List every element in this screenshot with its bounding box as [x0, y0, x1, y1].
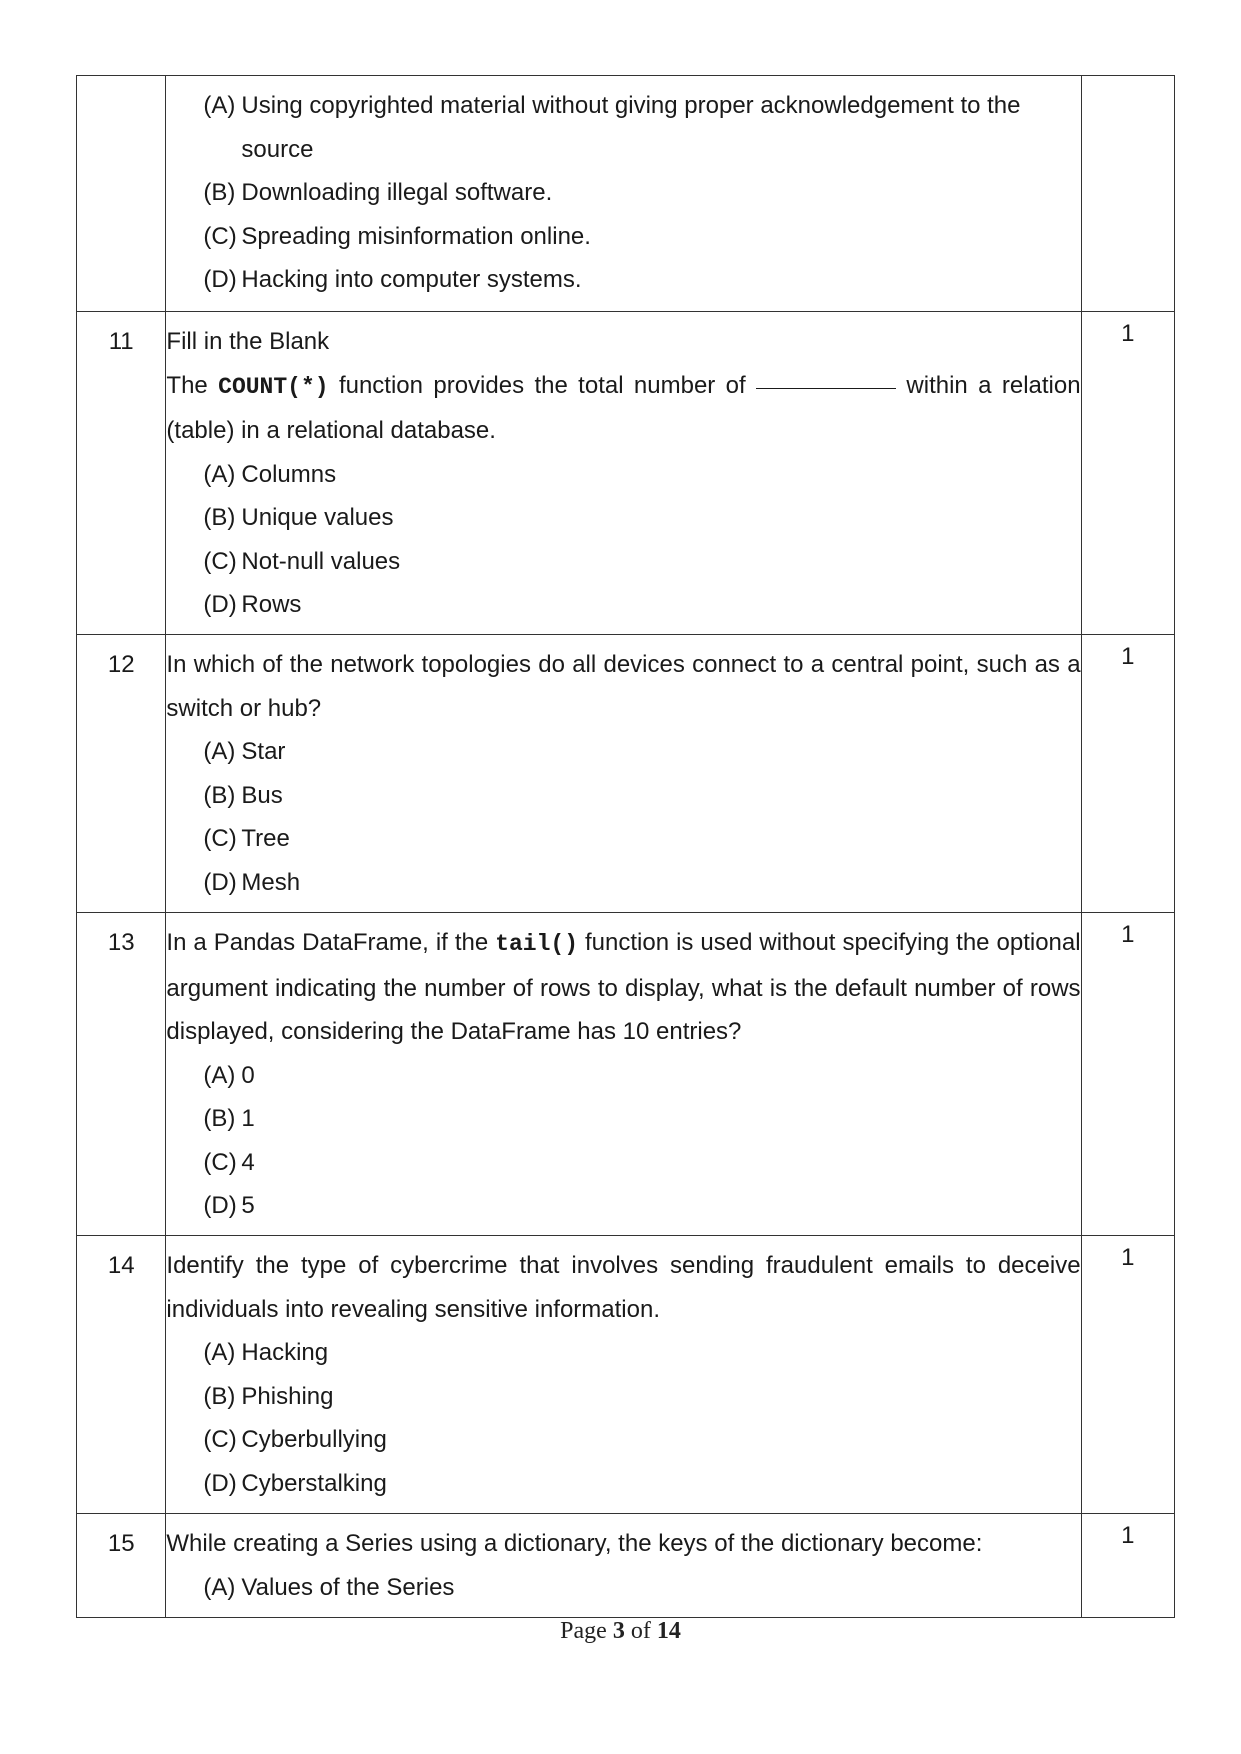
option-label: (D) — [203, 1469, 237, 1497]
option-label: (C) — [203, 222, 237, 250]
question-stem — [166, 921, 1080, 1054]
option-c — [166, 1418, 1080, 1462]
option-c — [166, 817, 1080, 861]
option-c — [166, 540, 1080, 584]
question-body-cell — [166, 76, 1081, 312]
stem-text: within a relation (table) in a relational database. — [166, 371, 1081, 444]
question-body-cell — [166, 1514, 1081, 1618]
option-label: (B) — [203, 1105, 236, 1132]
option-text: Tree — [241, 825, 290, 852]
option-d — [166, 861, 1080, 905]
option-text: Cyberbullying — [241, 1426, 387, 1453]
option-text: Star — [241, 738, 286, 765]
question-number: 11 — [77, 312, 166, 635]
question-stem: While creating a Series using a dictionary, the keys of the dictionary become: — [166, 1530, 983, 1557]
option-text: Hacking — [241, 1339, 329, 1366]
option-a — [166, 730, 1080, 774]
question-body-cell — [166, 312, 1081, 635]
question-row-13 — [77, 913, 1175, 1236]
option-a — [166, 1331, 1080, 1375]
question-row-14 — [77, 1236, 1175, 1514]
option-label: (A) — [203, 460, 236, 488]
option-label: (D) — [203, 266, 237, 293]
option-label: (A) — [203, 1061, 236, 1089]
option-label: (B) — [203, 1382, 236, 1410]
fill-blank — [756, 387, 896, 389]
option-text: 0 — [241, 1061, 255, 1089]
marks-cell: 1 — [1081, 1514, 1174, 1618]
option-text: Hacking into computer systems. — [241, 266, 582, 293]
option-text: Bus — [241, 781, 283, 809]
code-snippet: COUNT(*) — [218, 373, 329, 400]
question-number: 14 — [77, 1236, 166, 1514]
total-page-count: 14 — [656, 1618, 681, 1644]
question-number: 12 — [77, 635, 166, 913]
option-text: Downloading illegal software. — [241, 179, 553, 206]
question-heading: Fill in the Blank — [166, 328, 330, 355]
option-text: Mesh — [241, 868, 301, 896]
stem-text: function provides the total number of — [338, 371, 746, 399]
current-page-number: 3 — [612, 1618, 625, 1644]
option-d — [166, 258, 1080, 302]
code-snippet: tail() — [495, 931, 579, 957]
marks-cell: 1 — [1081, 312, 1174, 635]
marks-cell: 1 — [1081, 635, 1174, 913]
option-label: (A) — [203, 92, 236, 119]
marks-cell — [1081, 76, 1174, 312]
option-label: (D) — [203, 1192, 237, 1219]
marks-cell: 1 — [1081, 913, 1174, 1236]
option-d — [166, 583, 1080, 627]
stem-text: In a Pandas DataFrame, if the — [166, 929, 489, 956]
page-footer — [0, 1618, 1241, 1645]
question-number: 15 — [77, 1514, 166, 1618]
option-a — [166, 1054, 1080, 1098]
option-text: Cyberstalking — [241, 1469, 387, 1497]
question-stem: Identify the type of cybercrime that involves sending fraudulent emails to deceive individuals into revealing sensitive information. — [166, 1252, 1081, 1323]
question-row-10-continued — [77, 76, 1175, 312]
option-label: (D) — [203, 591, 237, 618]
option-text: Values of the Series — [241, 1573, 455, 1601]
option-label: (D) — [203, 868, 237, 896]
option-text: Not-null values — [241, 547, 401, 575]
option-c — [166, 215, 1080, 259]
option-label: (C) — [203, 1426, 237, 1453]
stem-text: The — [166, 371, 208, 399]
question-body-cell — [166, 1236, 1081, 1514]
option-text: 5 — [241, 1192, 255, 1219]
option-label: (B) — [203, 781, 236, 809]
of-word: of — [630, 1618, 651, 1644]
option-text: 1 — [241, 1105, 255, 1132]
option-text: Spreading misinformation online. — [241, 222, 591, 250]
option-text: Columns — [241, 460, 337, 488]
question-number-cell — [77, 76, 166, 312]
option-label: (A) — [203, 738, 236, 765]
question-row-12 — [77, 635, 1175, 913]
question-stem — [166, 364, 1080, 453]
option-c — [166, 1141, 1080, 1185]
marks-cell: 1 — [1081, 1236, 1174, 1514]
option-text: 4 — [241, 1148, 255, 1176]
option-text: Rows — [241, 591, 302, 618]
stem-text: function is used without specifying the optional argument indicating the number of rows to display, what is the default number of rows displayed, considering the DataFrame has 10 entries? — [166, 929, 1081, 1045]
option-label: (B) — [203, 504, 236, 531]
option-a — [166, 84, 1080, 171]
page-word: Page — [560, 1618, 607, 1644]
option-label: (C) — [203, 825, 237, 852]
option-label: (C) — [203, 1148, 237, 1176]
question-stem: In which of the network topologies do all devices connect to a central point, such as a switch or hub? — [166, 651, 1081, 722]
option-b — [166, 774, 1080, 818]
option-b — [166, 1097, 1080, 1141]
option-a — [166, 1566, 1080, 1610]
question-row-15 — [77, 1514, 1175, 1618]
option-text: Using copyrighted material without giving proper acknowledgement to the source — [241, 92, 1021, 163]
question-body-cell — [166, 635, 1081, 913]
option-b — [166, 1375, 1080, 1419]
option-d — [166, 1184, 1080, 1228]
option-text: Unique values — [241, 504, 394, 531]
option-b — [166, 496, 1080, 540]
option-d — [166, 1462, 1080, 1506]
option-b — [166, 171, 1080, 215]
option-label: (B) — [203, 179, 236, 206]
option-label: (A) — [203, 1573, 236, 1601]
option-label: (C) — [203, 547, 237, 575]
option-text: Phishing — [241, 1382, 334, 1410]
option-label: (A) — [203, 1339, 236, 1366]
option-a — [166, 453, 1080, 497]
question-table — [76, 75, 1175, 1618]
question-number: 13 — [77, 913, 166, 1236]
question-row-11 — [77, 312, 1175, 635]
question-body-cell — [166, 913, 1081, 1236]
